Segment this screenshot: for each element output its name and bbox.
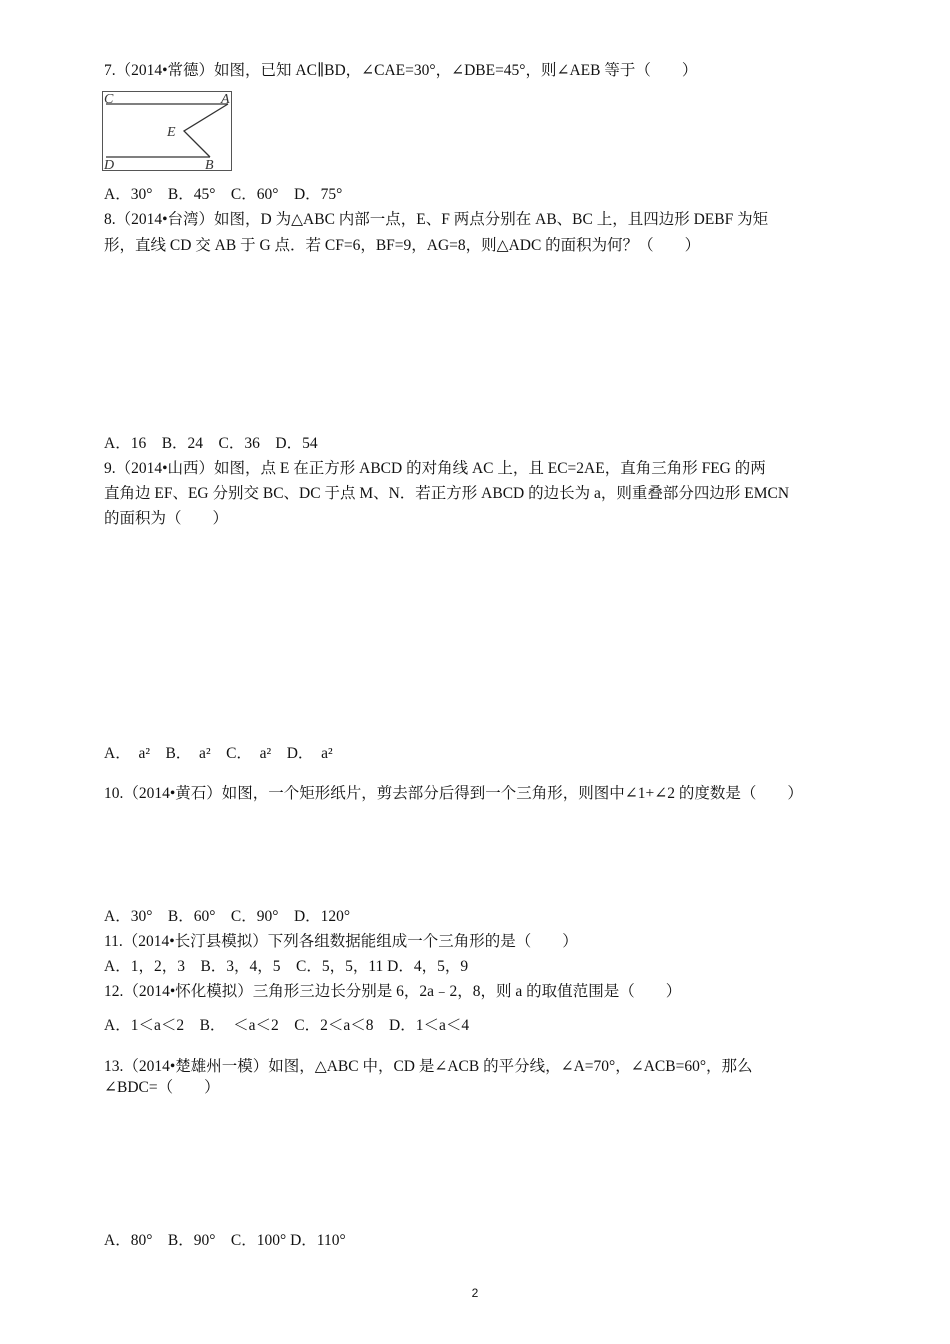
question-12-text: 12.（2014•怀化模拟）三角形三边长分别是 6，2a﹣2，8，则 a 的取值范围是（ ） <box>104 983 682 1000</box>
page-number: 2 <box>471 1286 479 1300</box>
question-10-options: A．30° B．60° C．90° D．120° <box>104 908 351 925</box>
label-a: A <box>221 92 230 107</box>
label-e: E <box>167 125 176 140</box>
question-13-text-line1: 13.（2014•楚雄州一模）如图，△ABC 中，CD 是∠ACB 的平分线，∠A=70°，∠ACB=60°，那么 <box>104 1058 753 1075</box>
question-9-options: A． a² B． a² C． a² D． a² <box>104 745 333 762</box>
label-c: C <box>104 92 114 107</box>
question-9-text-line2: 直角边 EF、EG 分别交 BC、DC 于点 M、N．若正方形 ABCD 的边长为 a，则重叠部分四边形 EMCN <box>104 485 790 502</box>
question-8-text-line2: 形，直线 CD 交 AB 于 G 点．若 CF=6，BF=9，AG=8，则△ADC 的面积为何？（ ） <box>104 237 701 254</box>
question-7-figure <box>102 91 232 171</box>
question-8-text-line1: 8.（2014•台湾）如图，D 为△ABC 内部一点，E、F 两点分别在 AB、BC 上，且四边形 DEBF 为矩 <box>104 211 769 228</box>
question-7-text: 7.（2014•常德）如图，已知 AC∥BD，∠CAE=30°，∠DBE=45°，则∠AEB 等于（ ） <box>104 62 698 79</box>
question-13-options: A．80° B．90° C．100° D．110° <box>104 1232 346 1249</box>
question-11-text: 11.（2014•长汀县模拟）下列各组数据能组成一个三角形的是（ ） <box>104 933 578 950</box>
question-10-text: 10.（2014•黄石）如图，一个矩形纸片，剪去部分后得到一个三角形，则图中∠1+∠2 的度数是（ ） <box>104 785 803 802</box>
question-12-options: A．1＜a＜2 B． ＜a＜2 C．2＜a＜8 D．1＜a＜4 <box>104 1017 470 1034</box>
label-d: D <box>104 158 115 171</box>
question-13-text-line2: ∠BDC=（ ） <box>104 1079 220 1096</box>
question-8-options: A．16 B．24 C．36 D．54 <box>104 435 318 452</box>
question-9-text-line1: 9.（2014•山西）如图，点 E 在正方形 ABCD 的对角线 AC 上，且 EC=2AE，直角三角形 FEG 的两 <box>104 460 766 477</box>
question-7-options: A．30° B．45° C．60° D．75° <box>104 186 343 203</box>
label-b: B <box>205 158 214 171</box>
question-11-options: A．1，2，3 B．3，4，5 C．5，5，11 D．4，5，9 <box>104 958 469 975</box>
question-9-text-line3: 的面积为（ ） <box>104 510 229 527</box>
